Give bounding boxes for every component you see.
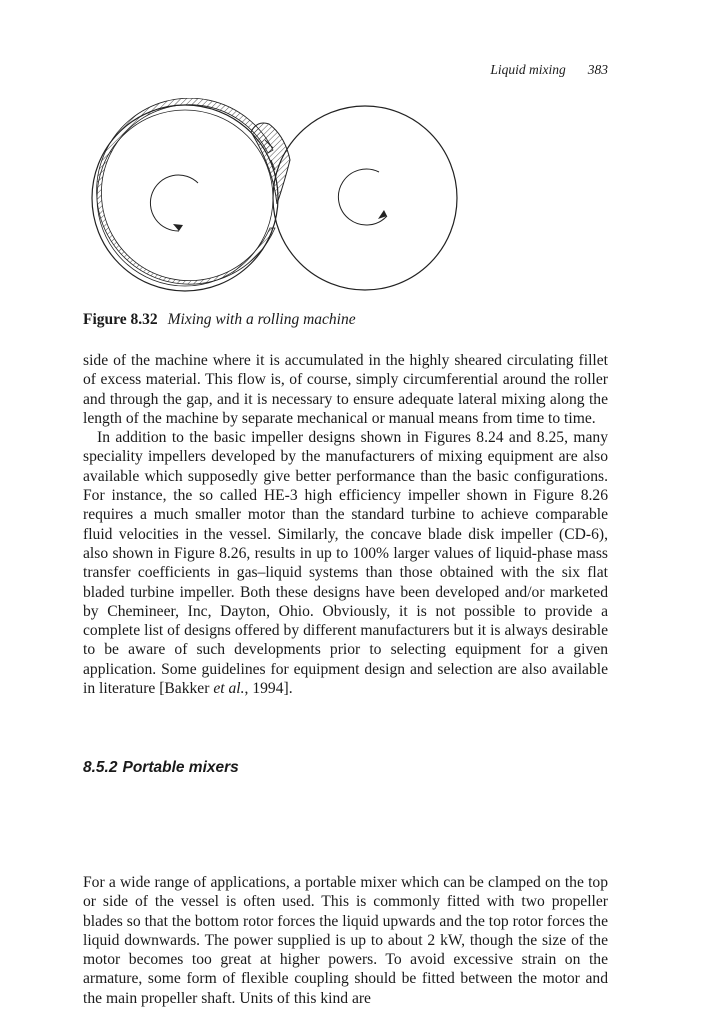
running-head bbox=[490, 62, 608, 78]
right-roller bbox=[273, 106, 457, 290]
left-arrowhead bbox=[173, 224, 183, 231]
figure-rolling-machine bbox=[85, 98, 465, 303]
material-fillet bbox=[251, 123, 290, 204]
left-rotation-arrow bbox=[150, 175, 198, 231]
material-layer bbox=[97, 98, 275, 284]
paragraph-3: For a wide range of applications, a portable mixer which can be clamped on the top or side of the vessel is often used. This is commonly fitted with two propeller blades so that the bottom rotor forces the liquid upwards and the top rotor forces the liquid downwards. The power supplied is up to about 2 kW, though the size of the motor becomes too great at higher powers. To avoid excessive strain on the armature, some form of flexible coupling should be fitted between the motor and the main propeller shaft. Units of this kind are bbox=[83, 874, 608, 1007]
figure-label: Figure 8.32 bbox=[83, 311, 158, 328]
paragraph-2 bbox=[83, 428, 608, 698]
paragraph-2-main: In addition to the basic impeller designs shown in Figures 8.24 and 8.25, many speciality impellers developed by the manufacturers of mixing equipment are also available which supposedly give better performance than the basic configurations. For instance, the so called HE-3 high efficiency impeller shown in Figure 8.26 requires a much smaller motor than the standard turbine to achieve comparable fluid velocities in the vessel. Similarly, the concave blade disk impeller (CD-6), also shown in Figure 8.26, results in up to 100% larger values of liquid-phase mass transfer coefficients in gas–liquid systems than those obtained with the six flat bladed turbine impeller. Both these designs have been developed and/or marketed by Chemineer, Inc, Dayton, Ohio. Obviously, it is not possible to provide a complete list of designs offered by different manufacturers but it is always desirable to be aware of such developments prior to selecting equipment for a given application. Some guidelines for equipment design and selection are also available in literature [Bakker bbox=[83, 429, 608, 698]
body-block-1 bbox=[83, 351, 608, 698]
paragraph-2-end: , 1994]. bbox=[244, 680, 293, 698]
paragraph-1: side of the machine where it is accumulated in the highly sheared circulating fillet of excess material. This flow is, of course, simply circumferential around the roller and through the gap, and it is necessary to ensure adequate lateral mixing along the length of the machine by separate mechanical or manual means from time to time. bbox=[83, 352, 608, 427]
section-heading bbox=[83, 759, 239, 777]
rolling-machine-diagram bbox=[85, 98, 465, 303]
paragraph-2-italic: et al. bbox=[213, 680, 245, 698]
figure-caption-text: Mixing with a rolling machine bbox=[167, 311, 356, 328]
body-block-2 bbox=[83, 873, 608, 1008]
running-title: Liquid mixing bbox=[490, 62, 566, 77]
section-title: Portable mixers bbox=[122, 759, 239, 776]
page-number: 383 bbox=[587, 62, 608, 77]
section-number: 8.5.2 bbox=[83, 759, 118, 776]
figure-caption bbox=[83, 311, 356, 329]
